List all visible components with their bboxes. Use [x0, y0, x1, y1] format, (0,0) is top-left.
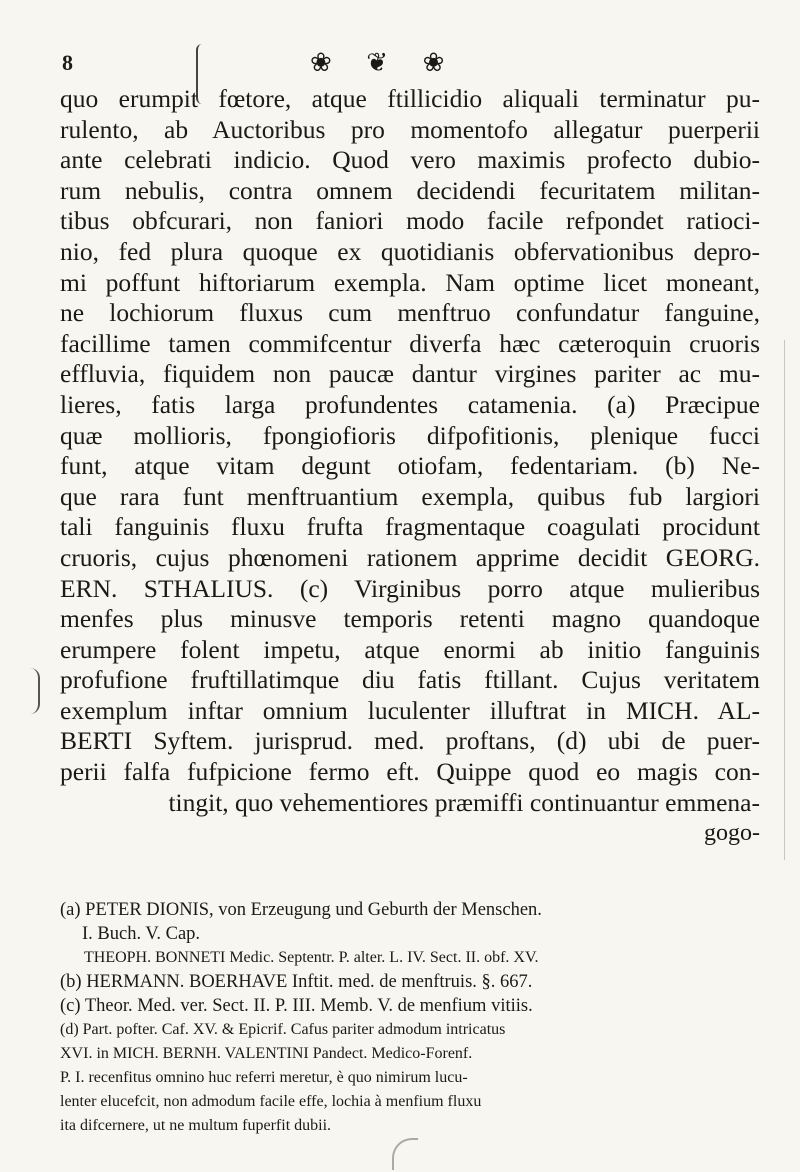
text-line: ERN. STHALIUS. (c) Virginibus porro atque mulieribus — [60, 573, 760, 603]
text-line: tali fanguinis fluxu frufta fragmentaque coagulati procidunt — [60, 512, 760, 542]
signature-mark: 8 — [62, 50, 73, 75]
footnotes — [60, 898, 760, 1138]
text-line: ante celebrati indicio. Quod vero maximis profecto dubio- — [60, 145, 760, 175]
main-text — [60, 84, 760, 848]
text-line: que rara funt menftruantium exempla, quibus fub largiori — [60, 481, 760, 511]
text-line: lieres, fatis larga profundentes catamenia. (a) Præcipue — [60, 389, 760, 419]
text-line: profufione fruftillatimque diu fatis ftillant. Cujus veritatem — [60, 665, 760, 695]
footnote-line: (d) Part. pofter. Caf. XV. & Epicrif. Cafus pariter admodum intricatus — [60, 1021, 506, 1038]
footnote-line: XVI. in MICH. BERNH. VALENTINI Pandect. Medico-Forenf. — [60, 1045, 473, 1062]
text-line: nio, fed plura quoque ex quotidianis obfervationibus depro- — [60, 236, 760, 266]
text-line: mi poffunt hiftoriarum exempla. Nam optime licet moneant, — [60, 267, 760, 297]
footnote-line: ita difcernere, ut ne multum fuperfit dubii. — [60, 1117, 332, 1134]
footnote-line: lenter elucefcit, non admodum facile effe, lochia à menfium fluxu — [60, 1093, 482, 1110]
text-line: rulento, ab Auctoribus pro momentofo allegatur puerperii — [60, 114, 760, 144]
margin-bracket — [26, 668, 40, 714]
text-line: effluvia, fiquidem non paucæ dantur virgines pariter ac mu- — [60, 359, 760, 389]
text-line: tibus obfcurari, non faniori modo facile refpondet ratioci- — [60, 206, 760, 236]
text-line: erumpere folent impetu, atque enormi ab initio fanguinis — [60, 634, 760, 664]
footnote-line: P. I. recenfitus omnino huc referri meretur, è quo nimirum lucu- — [60, 1069, 468, 1086]
text-line: rum nebulis, contra omnem decidendi fecuritatem militan- — [60, 175, 760, 205]
margin-rule — [784, 340, 785, 860]
text-line: BERTI Syftem. jurisprud. med. proftans, (d) ubi de puer- — [60, 726, 760, 756]
footnote-line: (c) Theor. Med. ver. Sect. II. P. III. Memb. V. de menfium vitiis. — [60, 996, 533, 1016]
text-line: tingit, quo vehementiores præmiffi continuantur emmena- — [168, 787, 760, 817]
catchword: gogo- — [704, 820, 760, 847]
pencil-mark — [392, 1138, 418, 1170]
page-header — [0, 44, 800, 84]
text-line: funt, atque vitam degunt otiofam, fedentariam. (b) Ne- — [60, 451, 760, 481]
text-line: quæ mollioris, fpongiofioris difpofitionis, plenique fucci — [60, 420, 760, 450]
footnote-line: (a) PETER DIONIS, von Erzeugung und Geburth der Menschen. — [60, 900, 542, 920]
text-line: exemplum inftar omnium luculenter illuftrat in MICH. AL- — [60, 695, 760, 725]
header-ornament: ❀ ❦ ❀ — [310, 48, 459, 77]
text-line: menfes plus minusve temporis retenti magno quandoque — [60, 604, 760, 634]
text-line: ne lochiorum fluxus cum menftruo confundatur fanguine, — [60, 298, 760, 328]
footnote-line: (b) HERMANN. BOERHAVE Inftit. med. de menftruis. §. 667. — [60, 972, 533, 992]
footnote-line: THEOPH. BONNETI Medic. Septentr. P. alter. L. IV. Sect. II. obf. XV. — [84, 949, 539, 966]
text-line: quo erumpit fœtore, atque ftillicidio aliquali terminatur pu- — [60, 84, 760, 113]
text-line: cruoris, cujus phœnomeni rationem apprime decidit GEORG. — [60, 542, 760, 572]
text-line: facillime tamen commifcentur diverfa hæc cæteroquin cruoris — [60, 328, 760, 358]
footnote-line: I. Buch. V. Cap. — [82, 924, 201, 944]
text-line: perii falfa fufpicione fermo eft. Quippe quod eo magis con- — [60, 757, 760, 787]
